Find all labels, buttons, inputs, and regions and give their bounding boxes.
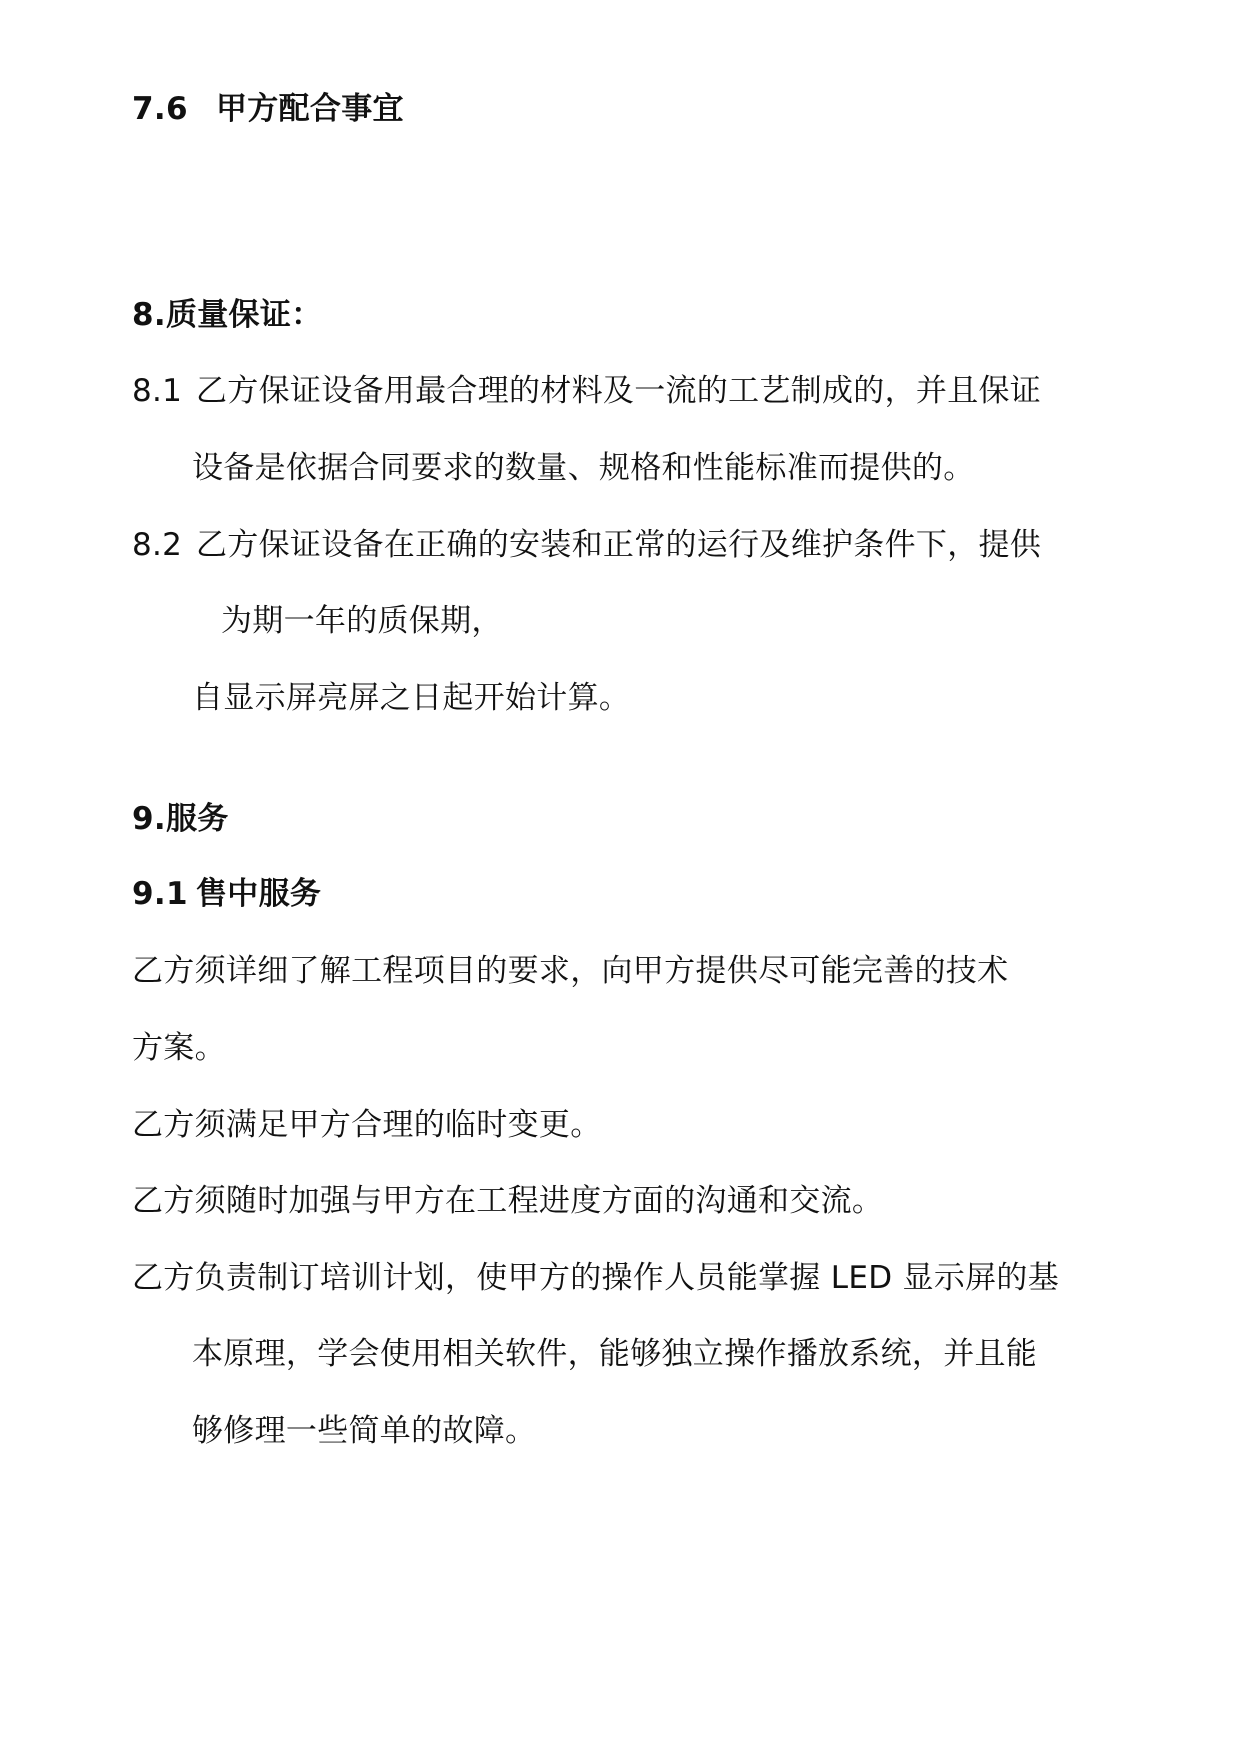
- item-8-1-text: 乙方保证设备用最合理的材料及一流的工艺制成的，并且保证: [196, 373, 1042, 409]
- item-8-2-line2: 为期一年的质保期，: [221, 603, 503, 639]
- section-9-1-title: 售中服务: [196, 876, 322, 912]
- item-8-2-number: 8.2: [132, 527, 183, 563]
- paragraph-1-line2: 方案。: [132, 1030, 226, 1066]
- section-9-1-heading: [132, 874, 321, 914]
- section-7-6-number: 7.6: [132, 91, 188, 127]
- item-8-2-line1: [132, 525, 1041, 565]
- paragraph-3: 乙方须随时加强与甲方在工程进度方面的沟通和交流。: [132, 1183, 884, 1219]
- paragraph-4-line3: 够修理一些简单的故障。: [192, 1413, 537, 1449]
- section-9-heading: 9.服务: [132, 801, 229, 837]
- item-8-2-text: 乙方保证设备在正确的安装和正常的运行及维护条件下，提供: [196, 527, 1042, 563]
- section-9-1-number: 9.1: [132, 876, 188, 912]
- paragraph-2: 乙方须满足甲方合理的临时变更。: [132, 1107, 602, 1143]
- paragraph-4-line1: 乙方负责制订培训计划，使甲方的操作人员能掌握 LED 显示屏的基: [132, 1260, 1060, 1296]
- section-8-heading: 8.质量保证：: [132, 297, 323, 333]
- item-8-1-line1: [132, 371, 1041, 411]
- item-8-2-line3: 自显示屏亮屏之日起开始计算。: [192, 680, 631, 716]
- paragraph-1-line1: 乙方须详细了解工程项目的要求，向甲方提供尽可能完善的技术: [132, 953, 1009, 989]
- item-8-1-line2: 设备是依据合同要求的数量、规格和性能标准而提供的。: [192, 450, 975, 486]
- section-7-6-heading: [132, 89, 404, 129]
- paragraph-4-line2: 本原理，学会使用相关软件，能够独立操作播放系统，并且能: [192, 1336, 1038, 1372]
- item-8-1-number: 8.1: [132, 373, 183, 409]
- section-7-6-title: 甲方配合事宜: [216, 91, 404, 127]
